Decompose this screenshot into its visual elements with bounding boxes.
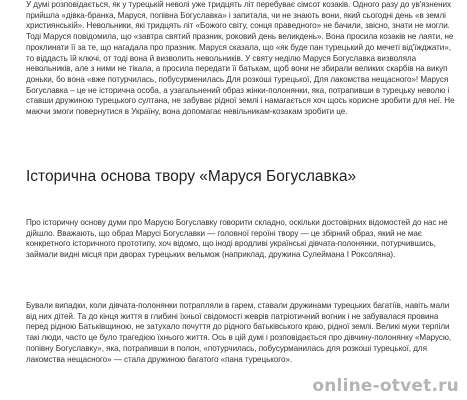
article-paragraph: Про історичну основу думи про Марусю Богуславку говорити складно, оскільки достовірних відомостей до нас не дійшло. Вважають, що образ Марусі Богуславки — головної героїні твору — це збірний образ, який не має конкретного історичного прототипу, хоч відомо, що іноді вродливі українські дівчата-полонянки, потурчившись, займали видні місця при дворах турецьких вельмож (наприклад, дружина Сулеймана І Роксоляна). [26, 218, 448, 260]
site-watermark: online-otvet.ru [312, 376, 459, 396]
article-paragraph: У думі розповідається, як у турецькій неволі уже тридцять літ перебуває сімсот козаків. Одного разу до ув'язнених прийшла «дівка-бранка, Маруся, попівна Богуславка» і запитала, чи не знають вони, який сьогодні день «в землі християнській». Невольники, які тридцять літ «Божого світу, сонця праведного» не бачили, звісно, знати не могли. Тоді Маруся повідомила, що «завтра святий празник, роковий день великдень». Вона просила козаків не лаяти, не проклинати її за те, що нагадала про празник. Маруся сказала, що «як буде пан турецький до мечеті від'їжджати», то віддасть їй ключі, от тоді вона й визволить невольників. У святу неділю Маруся Богуславка визволяла невольників, але з ними не тікала, а просила передати її батькам, щоб вони не збирали великих скарбів на викуп доньки, бо вона «вже потурчилась, побусурменилась Для розкоші турецької, Для лакомства нещасного»! Маруся Богуславка – це не історична особа, а узагальнений образ жінки-полонянки, яка, потрапивши в турецьку неволю і ставши дружиною турецького султана, не забуває рідної землі і намагається хоч щось корисне зробити для неї. Не маючи змоги повернутися в Україну, вона допомагає невільникам-козакам зробити це. [26, 0, 455, 117]
section-heading: Історична основа твору «Маруся Богуславка» [26, 168, 357, 185]
article-paragraph: Бували випадки, коли дівчата-полонянки потрапляли в гарем, ставали дружинами турецьких багатіїв, навіть мали від них дітей. Та до кінця життя в глибині їхньої свідомості жеврів патріотичний вогник і не забувалася провина перед рідною Батьківщиною, не затухало почуття до рідного батьківського краю, рідної землі. Великі муки терпіли такі люди, часто це було трагедією їхнього життя. Ось в цій думі і розповідається про дівчину-полонянку «Марусю, попівну Богуславку», яка, потрапивши в полон, «потурчилась, побусурманилась для розкоші турецької, для лакомства нещасного» — стала дружиною багатого «пана турецького». [26, 301, 452, 364]
